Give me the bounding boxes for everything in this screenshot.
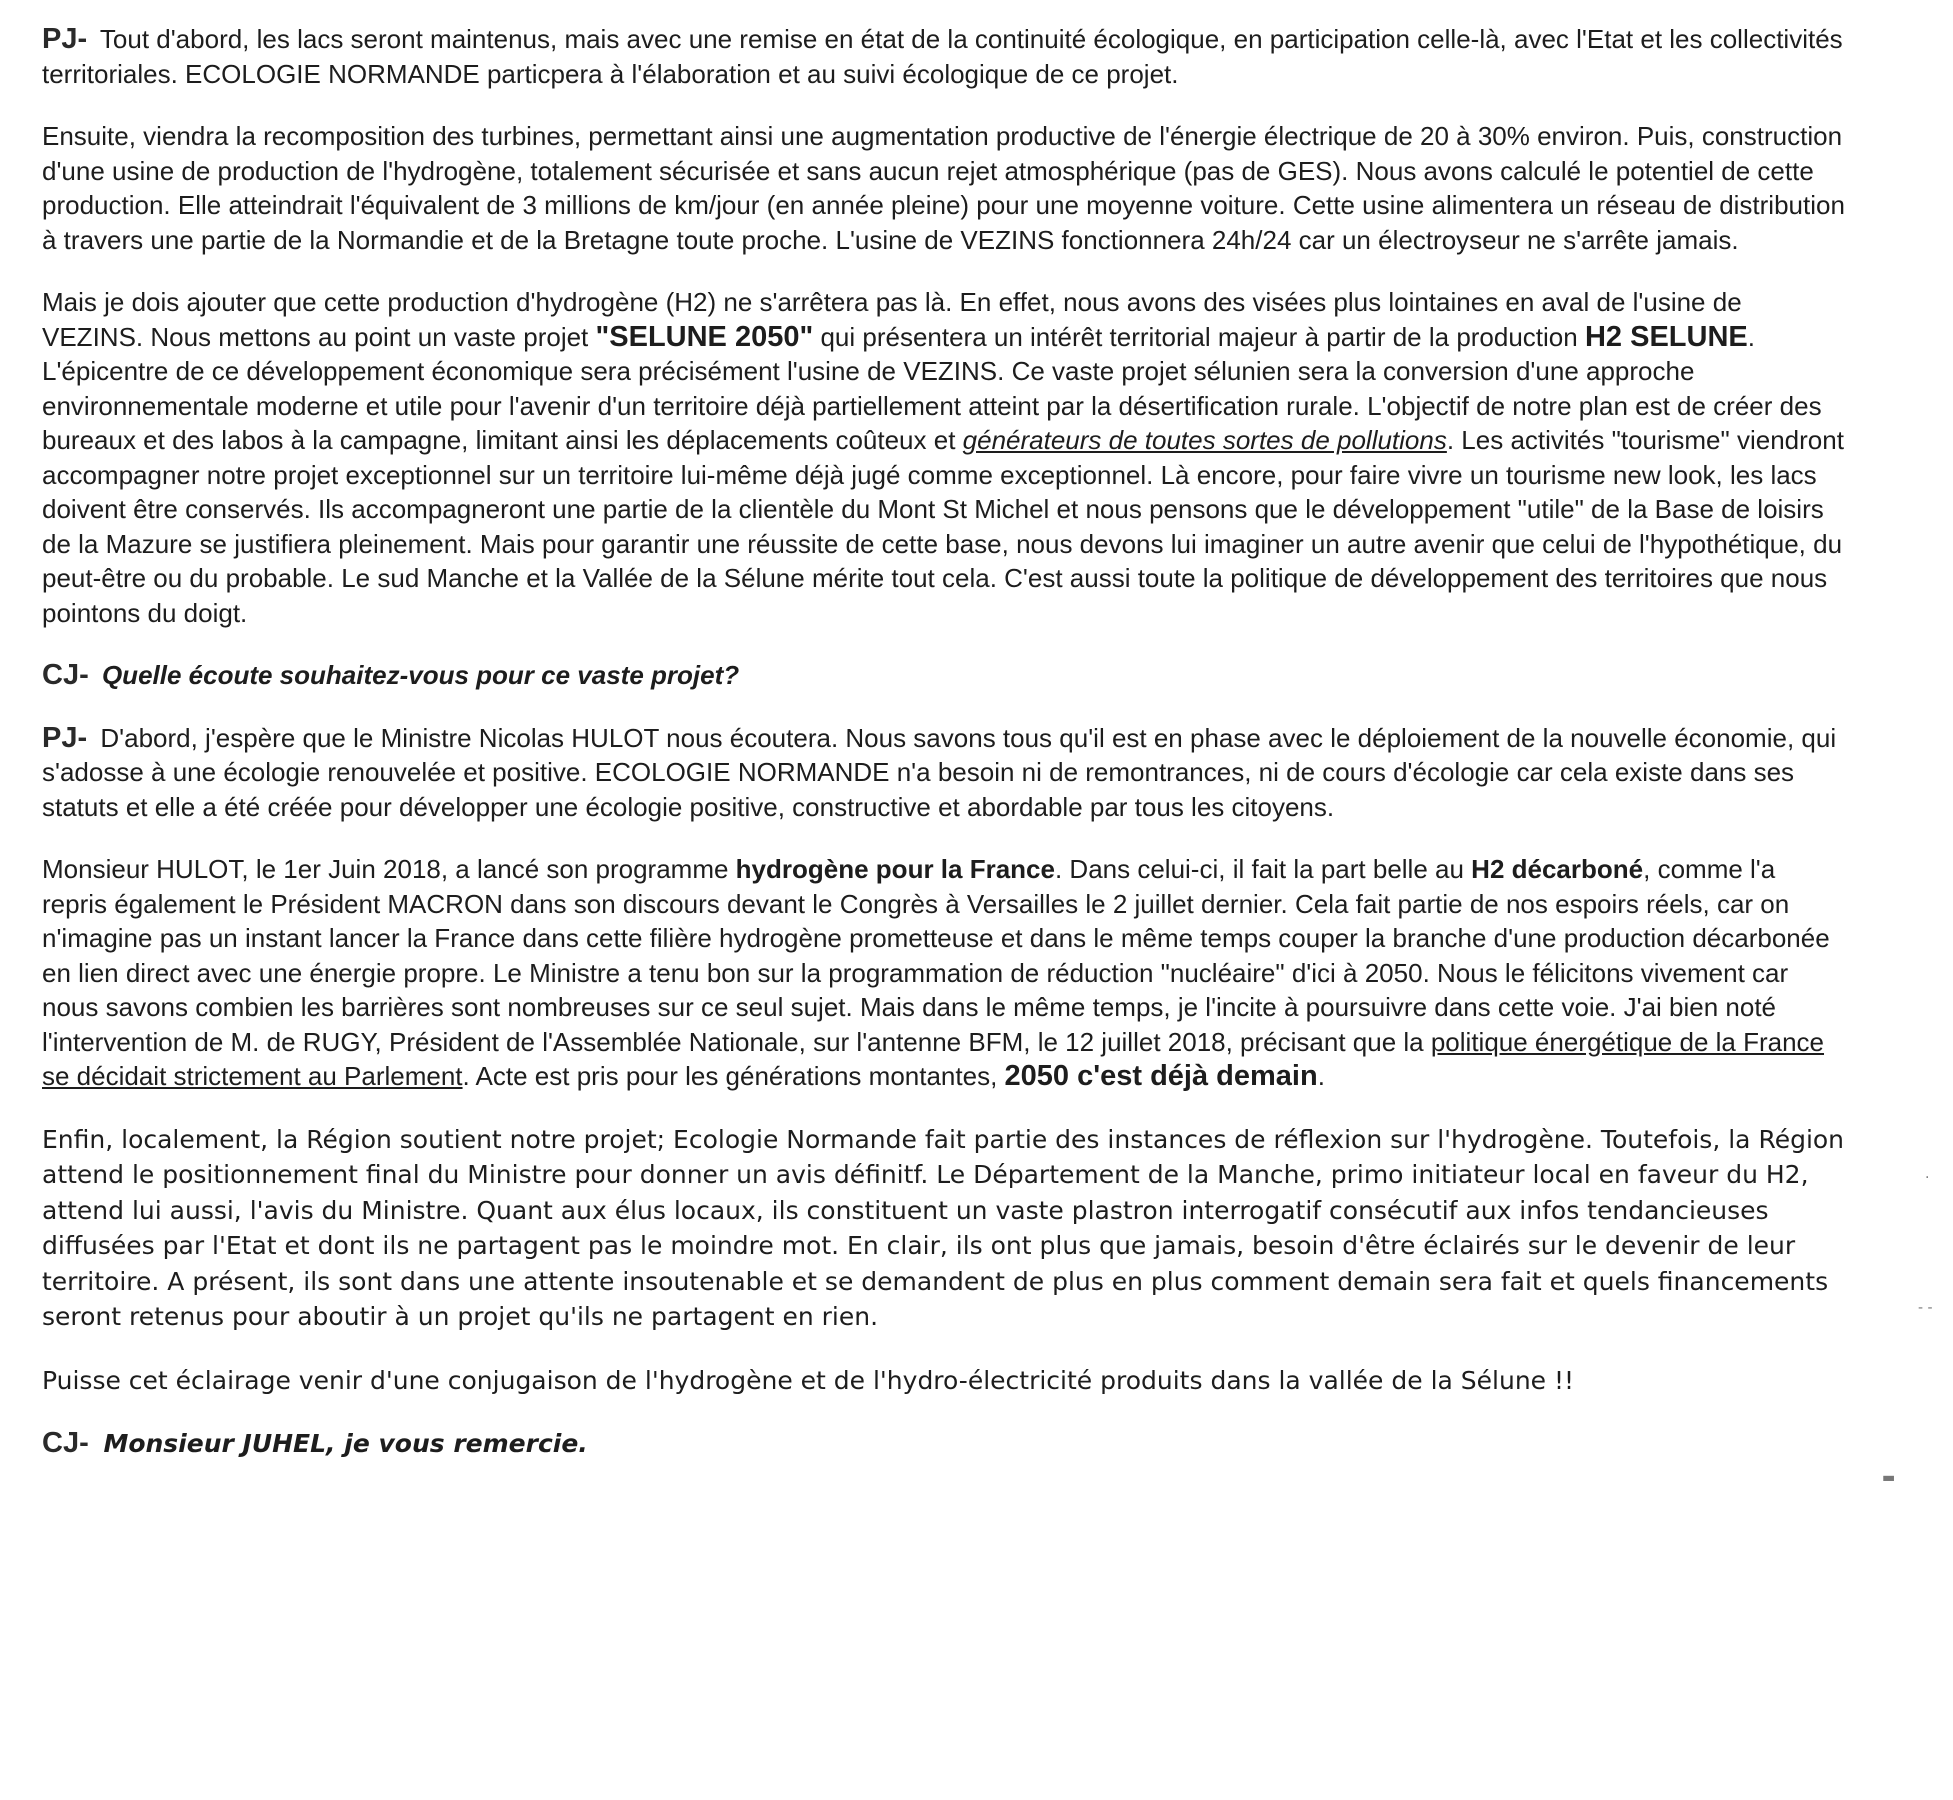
question-text: Quelle écoute souhaitez-vous pour ce vaste projet? [94, 660, 740, 690]
text-run: qui présentera un intérêt territorial majeur à partir de la production [813, 321, 1585, 352]
paragraph-text: Puisse cet éclairage venir d'une conjugaison de l'hydrogène et de l'hydro-électricité produits dans la vallée de la Sélune !! [42, 1365, 1575, 1395]
question-cj [42, 658, 1847, 693]
text-run: Mais je dois ajouter que cette production d'hydrogène (H2) ne s'arrêtera pas là. En effet, nous avons des visées plus lointaines en aval de l'usine de VEZINS. Nous mettons au point un vaste projet [42, 287, 1742, 352]
scan-speck: ▬ [1882, 1470, 1896, 1486]
paragraph-selune-2050 [42, 285, 1847, 630]
bold-2050-demain: 2050 c'est déjà demain [1004, 1060, 1318, 1092]
text-run: . Les activités "tourisme" viendront accompagner notre projet exceptionnel sur un territoire lui-même déjà jugé comme exceptionnel. Là encore, pour faire vivre un tourisme new look, les lacs doivent être conservés. Ils accompagneront une partie de la clientèle du Mont St Michel et nous pensons que le développement "utile" de la Base de loisirs de la Mazure se justifiera pleinement. Mais pour garantir une réussite de cette base, nous devons lui imaginer un autre avenir que celui de l'hypothétique, du peut-être ou du probable. Le sud Manche et la Vallée de la Sélune mérite tout cela. C'est aussi toute la politique de développement des territoires que nous pointons du doigt. [42, 425, 1844, 628]
speaker-label: CJ- [42, 659, 89, 691]
bold-selune-2050: "SELUNE 2050" [595, 320, 814, 353]
speaker-label: PJ- [42, 23, 88, 55]
paragraph-text: Enfin, localement, la Région soutient notre projet; Ecologie Normande fait partie des instances de réflexion sur l'hydrogène. Toutefois, la Région attend le positionnement final du Ministre pour donner un avis définitf. Le Département de la Manche, primo initiateur local en faveur du H2, attend lui aussi, l'avis du Ministre. Quant aux élus locaux, ils constituent un vaste plastron interrogatif consécutif aux infos tendancieuses diffusées par l'Etat et dont ils ne partagent pas le moindre mot. En clair, ils ont plus que jamais, besoin d'être éclairés sur le devenir de leur territoire. A présent, ils sont dans une attente insoutenable et se demandent de plus en plus comment demain sera fait et quels financements seront retenus pour aboutir à un projet qu'ils ne partagent en rien. [42, 1124, 1845, 1331]
speaker-label: CJ- [42, 1427, 89, 1459]
paragraph-text: Ensuite, viendra la recomposition des turbines, permettant ainsi une augmentation productive de l'énergie électrique de 20 à 30% environ. Puis, construction d'une usine de production de l'hydrogène, totalement sécurisée et sans aucun rejet atmosphérique (pas de GES). Nous avons calculé le potentiel de cette production. Elle atteindrait l'équivalent de 3 millions de km/jour (en année pleine) pour une moyenne voiture. Cette usine alimentera un réseau de distribution à travers une partie de la Normandie et de la Bretagne toute proche. L'usine de VEZINS fonctionnera 24h/24 car un électroyseur ne s'arrête jamais. [42, 121, 1845, 255]
text-run: . Acte est pris pour les générations montantes, [462, 1061, 1005, 1091]
paragraph-turbines [42, 119, 1847, 257]
closing-cj [42, 1426, 1847, 1462]
text-run: . Dans celui-ci, il fait la part belle au [1054, 854, 1472, 884]
bold-h2-selune: H2 SELUNE [1584, 320, 1748, 353]
text-run: . L'épicentre de ce développement économique sera précisément l'usine de VEZINS. Ce vaste projet sélunien sera la conversion d'une approche environnementale moderne et utile pour l'avenir d'un territoire déjà partiellement atteint par la désertification rurale. L'objectif de notre plan est de créer des bureaux et des labos à la campagne, limitant ainsi les déplacements coûteux et [42, 321, 1822, 455]
scan-speck: · [1925, 1170, 1930, 1186]
paragraph-text: D'abord, j'espère que le Ministre Nicolas HULOT nous écoutera. Nous savons tous qu'il est en phase avec le déploiement de la nouvelle économie, qui s'adosse à une écologie renouvelée et positive. ECOLOGIE NORMANDE n'a besoin ni de remontrances, ni de cours d'écologie car cela existe dans ses statuts et elle a été créée pour développer une écologie positive, constructive et abordable par tous les citoyens. [42, 722, 1837, 822]
bold-hydrogene-france: hydrogène pour la France [735, 854, 1055, 884]
bold-h2-decarbone: H2 décarboné [1471, 854, 1644, 884]
underlined-phrase: politique énergétique de la France se décidait strictement au Parlement [42, 1026, 1825, 1091]
underlined-italic-phrase: générateurs de toutes sortes de pollutions [962, 425, 1447, 455]
paragraph-pj-2 [42, 721, 1847, 825]
paragraph-text: Tout d'abord, les lacs seront maintenus, mais avec une remise en état de la continuité écologique, en participation celle-là, avec l'Etat et les collectivités territoriales. ECOLOGIE NORMANDE particpera à l'élaboration et au suivi écologique de ce projet. [42, 24, 1843, 89]
paragraph-pj-1 [42, 22, 1847, 91]
closing-text: Monsieur JUHEL, je vous remercie. [94, 1429, 588, 1458]
text-run: Monsieur HULOT, le 1er Juin 2018, a lancé son programme [42, 854, 736, 884]
text-run: , comme l'a repris également le Président MACRON dans son discours devant le Congrès à Versailles le 2 juillet dernier. Cela fait partie de nos espoirs réels, car on n'imagine pas un instant lancer la France dans cette filière hydrogène prometteuse et dans le même temps couper la branche d'une production décarbonée en lien direct avec une énergie propre. Le Ministre a tenu bon sur la programmation de réduction "nucléaire" d'ici à 2050. Nous le félicitons vivement car nous savons combien les barrières sont nombreuses sur ce seul sujet. Mais dans le même temps, je l'incite à poursuivre dans cette voie. J'ai bien noté l'intervention de M. de RUGY, Président de l'Assemblée Nationale, sur l'antenne BFM, le 12 juillet 2018, précisant que la [42, 854, 1830, 1057]
scan-speck: ‑ ‑ [1918, 1300, 1933, 1316]
text-run: . [1317, 1061, 1325, 1091]
paragraph-region [42, 1122, 1847, 1335]
document-body [42, 22, 1847, 1490]
paragraph-hulot [42, 852, 1847, 1094]
speaker-label: PJ- [42, 721, 88, 754]
paragraph-puisse [42, 1363, 1847, 1399]
